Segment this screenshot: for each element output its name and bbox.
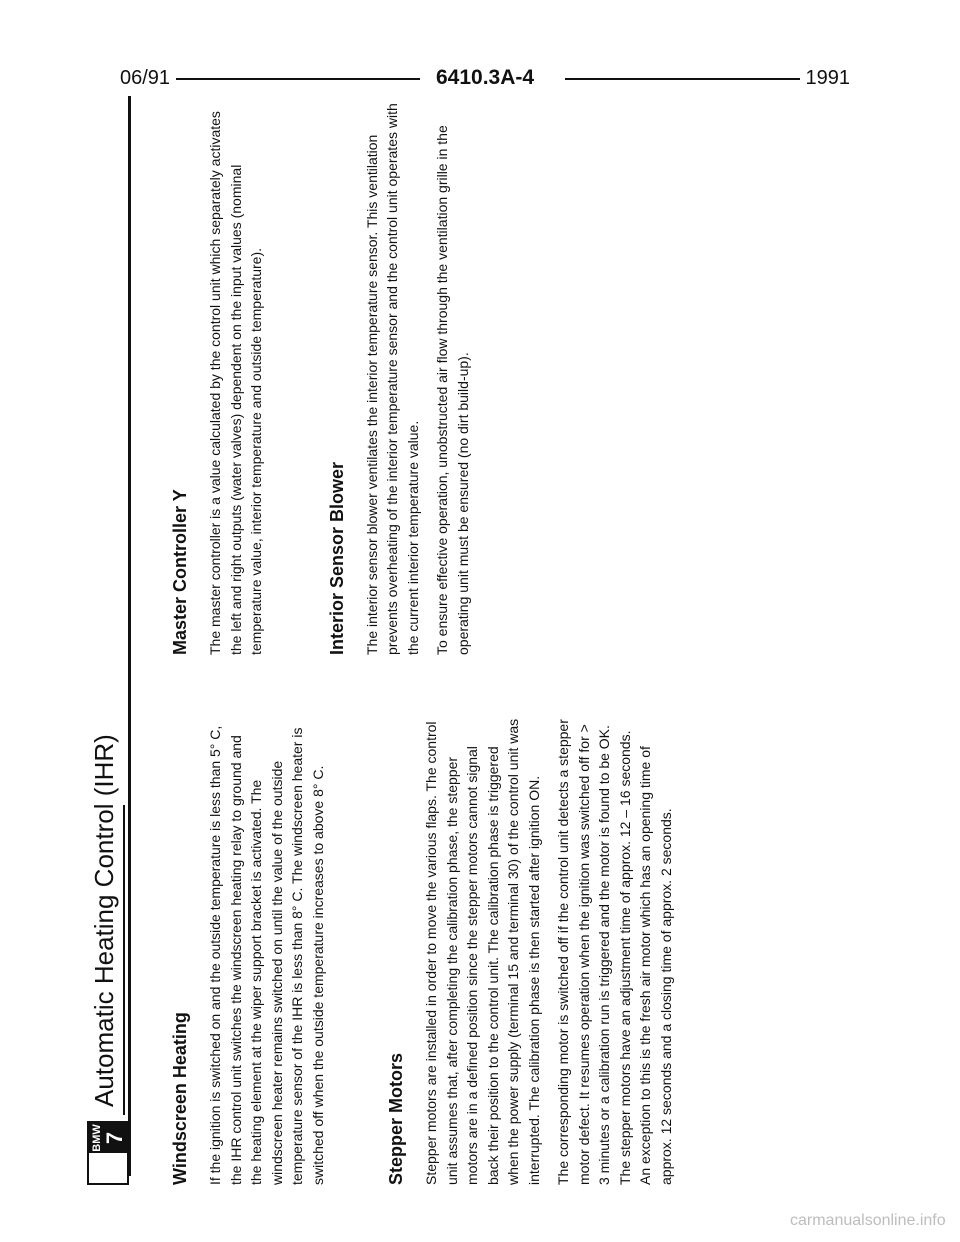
right-column xyxy=(169,95,482,655)
left-column xyxy=(169,715,685,1185)
logo-cell xyxy=(89,1123,127,1153)
header-rule-left xyxy=(176,78,420,80)
section-paragraph: If the ignition is switched on and the outside temperature is less than 5° C, the IHR control unit switches the windscreen heating relay to ground and the heating element at the wiper support bracket is activated. The windscreen heater remains switched on until the value of the outside temperature sensor of the IHR is less than 8° C. The windscreen heater is switched off when the outside temperature increases to above 8° C. xyxy=(207,725,326,1185)
section-paragraph: The master controller is a value calculated by the control unit which separately activates the left and right outputs (water valves) dependent on the input values (nominal temperature value, interior temperature and outside temperature). xyxy=(207,111,264,655)
title-underline xyxy=(123,805,125,1115)
page-header xyxy=(120,66,850,96)
section-paragraph: Stepper motors are installed in order to move the various flaps. The control unit assumes that, after completing the calibration phase, the stepper motors are in a defined position since the stepper motors cannot signal back their position to the control unit. The calibration phase is triggered when the power supply (terminal 15 and terminal 30) of the control unit was interrupted. The calibration phase is then started after ignition ON. xyxy=(423,718,542,1185)
header-year: 1991 xyxy=(800,66,851,90)
title-banner xyxy=(85,95,131,1185)
header-date: 06/91 xyxy=(120,66,176,90)
rotated-page-body xyxy=(85,95,865,1185)
header-doc-number: 6410.3A-4 xyxy=(430,66,540,90)
header-rule-right xyxy=(565,78,810,80)
section-heading-master-controller: Master Controller Y xyxy=(170,489,190,655)
logo-brand: BMW xyxy=(91,1124,103,1152)
section-paragraph: The interior sensor blower ventilates the interior temperature sensor. This ventilation prevents overheating of the interior temperature sensor and the control unit operates with the current interior temperature value. xyxy=(363,103,421,655)
logo-group: 7 xyxy=(102,1131,127,1145)
section-paragraph: To ensure effective operation, unobstructed air flow through the ventilation grille in the operating unit must be ensured (no dirt build-up). xyxy=(434,125,471,655)
section-heading-interior-sensor-blower: Interior Sensor Blower xyxy=(326,461,347,655)
bmw-logo xyxy=(87,1121,129,1185)
page-title: Automatic Heating Control (IHR) xyxy=(89,734,119,1107)
section-heading-windscreen-heating: Windscreen Heating xyxy=(170,1012,190,1185)
section-paragraph: The corresponding motor is switched off if the control unit detects a stepper motor defect. It resumes operation when the ignition was switched off for > 3 minutes or a calibration run is triggered and the motor is found to be OK. The stepper motors have an adjustment time of approx. 12 – 16 seconds. An exception to this is the fresh air motor which has an opening time of approx. 12 seconds and a closing time of approx. 2 seconds. xyxy=(555,719,674,1185)
section-heading-stepper-motors: Stepper Motors xyxy=(386,1052,406,1185)
watermark: carmanualsonline.info xyxy=(790,1212,946,1229)
